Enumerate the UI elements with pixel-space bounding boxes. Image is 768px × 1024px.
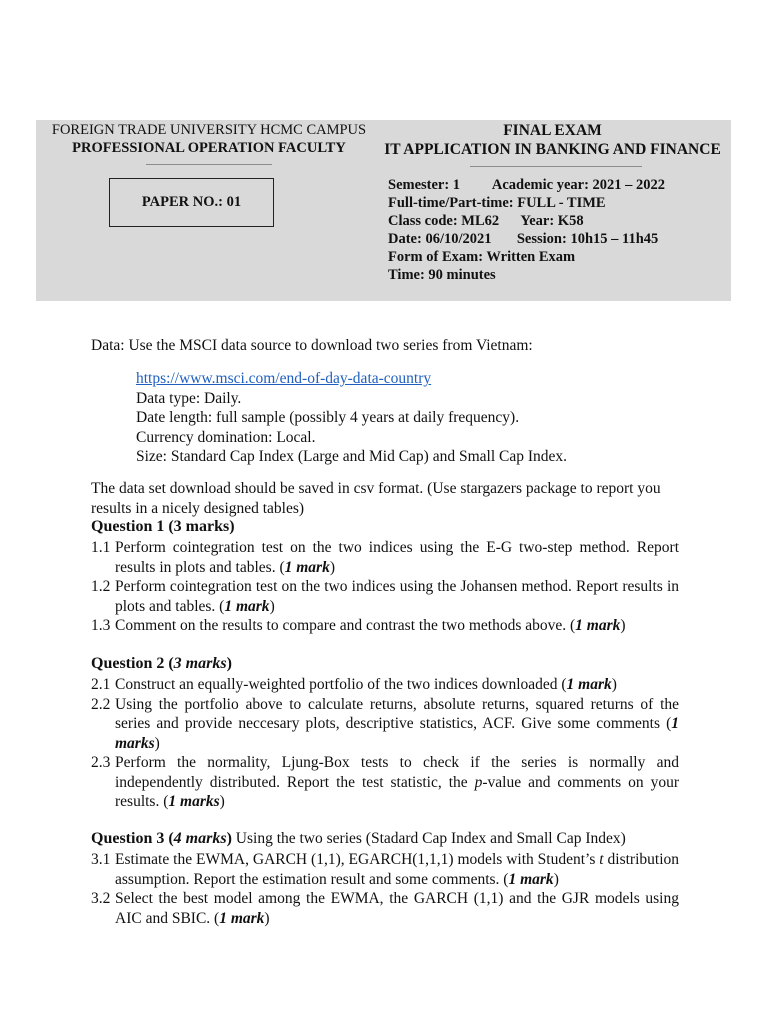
question-2-items bbox=[91, 675, 679, 812]
list-item: 2.3 Perform the normality, Ljung-Box tests to check if the series is normally and independently distributed. Report the test statistic, the p-value and comments on your results. (1 marks) bbox=[91, 754, 680, 810]
list-item: 2.2 Using the portfolio above to calculate returns, absolute returns, squared returns of the series and provide neccesary plots, descriptive statistics, ACF. Give some comments (1 marks) bbox=[91, 695, 679, 752]
list-item: 1.2 Perform cointegration test on the two indices using the Johansen method. Report results in plots and tables. (1 mark) bbox=[91, 578, 679, 615]
list-item: 2.1 Construct an equally-weighted portfolio of the two indices downloaded (1 mark) bbox=[91, 676, 617, 693]
info-form: Form of Exam: Written Exam bbox=[388, 249, 576, 265]
detail-line: Data type: Daily. bbox=[136, 389, 242, 407]
paper-number: PAPER NO.: 01 bbox=[141, 194, 242, 210]
divider-left bbox=[146, 164, 272, 165]
detail-line: Date length: full sample (possibly 4 years at daily frequency). bbox=[136, 409, 520, 426]
question-3-items bbox=[91, 850, 679, 928]
exam-title: FINAL EXAM bbox=[503, 122, 602, 139]
question-3-heading: Question 3 (4 marks) Using the two series (Stadard Cap Index and Small Cap Index) bbox=[91, 830, 626, 847]
detail-line: Currency domination: Local. bbox=[136, 428, 316, 446]
list-item: 1.3 Comment on the results to compare and contrast the two methods above. (1 mark) bbox=[91, 617, 626, 634]
list-item: 3.1 Estimate the EWMA, GARCH (1,1), EGARCH(1,1,1) models with Student’s t distribution assumption. Report the estimation result and some comments. (1 mark) bbox=[91, 851, 680, 888]
list-item: 3.2 Select the best model among the EWMA, the GARCH (1,1) and the GJR models using AIC and SBIC. (1 mark) bbox=[91, 890, 679, 927]
data-instruction: Data: Use the MSCI data source to download two series from Vietnam: bbox=[91, 337, 533, 354]
university-name: FOREIGN TRADE UNIVERSITY HCMC CAMPUS bbox=[51, 122, 367, 138]
paper-number-box bbox=[109, 178, 274, 227]
exam-info bbox=[388, 176, 728, 284]
data-details bbox=[136, 369, 567, 467]
course-title: IT APPLICATION IN BANKING AND FINANCE bbox=[384, 141, 721, 158]
info-date: Date: 06/10/2021 Session: 10h15 – 11h45 bbox=[388, 231, 659, 247]
info-semester: Semester: 1 Academic year: 2021 – 2022 bbox=[388, 177, 666, 193]
detail-line: Size: Standard Cap Index (Large and Mid Cap) and Small Cap Index. bbox=[136, 448, 568, 465]
faculty-name: PROFESSIONAL OPERATION FACULTY bbox=[72, 140, 346, 156]
info-class: Class code: ML62 Year: K58 bbox=[388, 213, 584, 229]
question-1-heading: Question 1 (3 marks) bbox=[91, 518, 235, 535]
divider-right bbox=[470, 166, 642, 167]
csv-note: The data set download should be saved in csv format. (Use stargazers package to report you results in a nicely designed tables) bbox=[91, 480, 661, 517]
info-time: Time: 90 minutes bbox=[388, 267, 496, 283]
question-2-heading: Question 2 (3 marks) bbox=[91, 655, 232, 672]
info-mode: Full-time/Part-time: FULL - TIME bbox=[388, 195, 606, 211]
list-item: 1.1 Perform cointegration test on the two indices using the E-G two-step method. Report results in plots and tables. (1 mark) bbox=[91, 539, 679, 576]
msci-link[interactable]: https://www.msci.com/end-of-day-data-country bbox=[136, 370, 432, 387]
question-1-items bbox=[91, 538, 679, 636]
